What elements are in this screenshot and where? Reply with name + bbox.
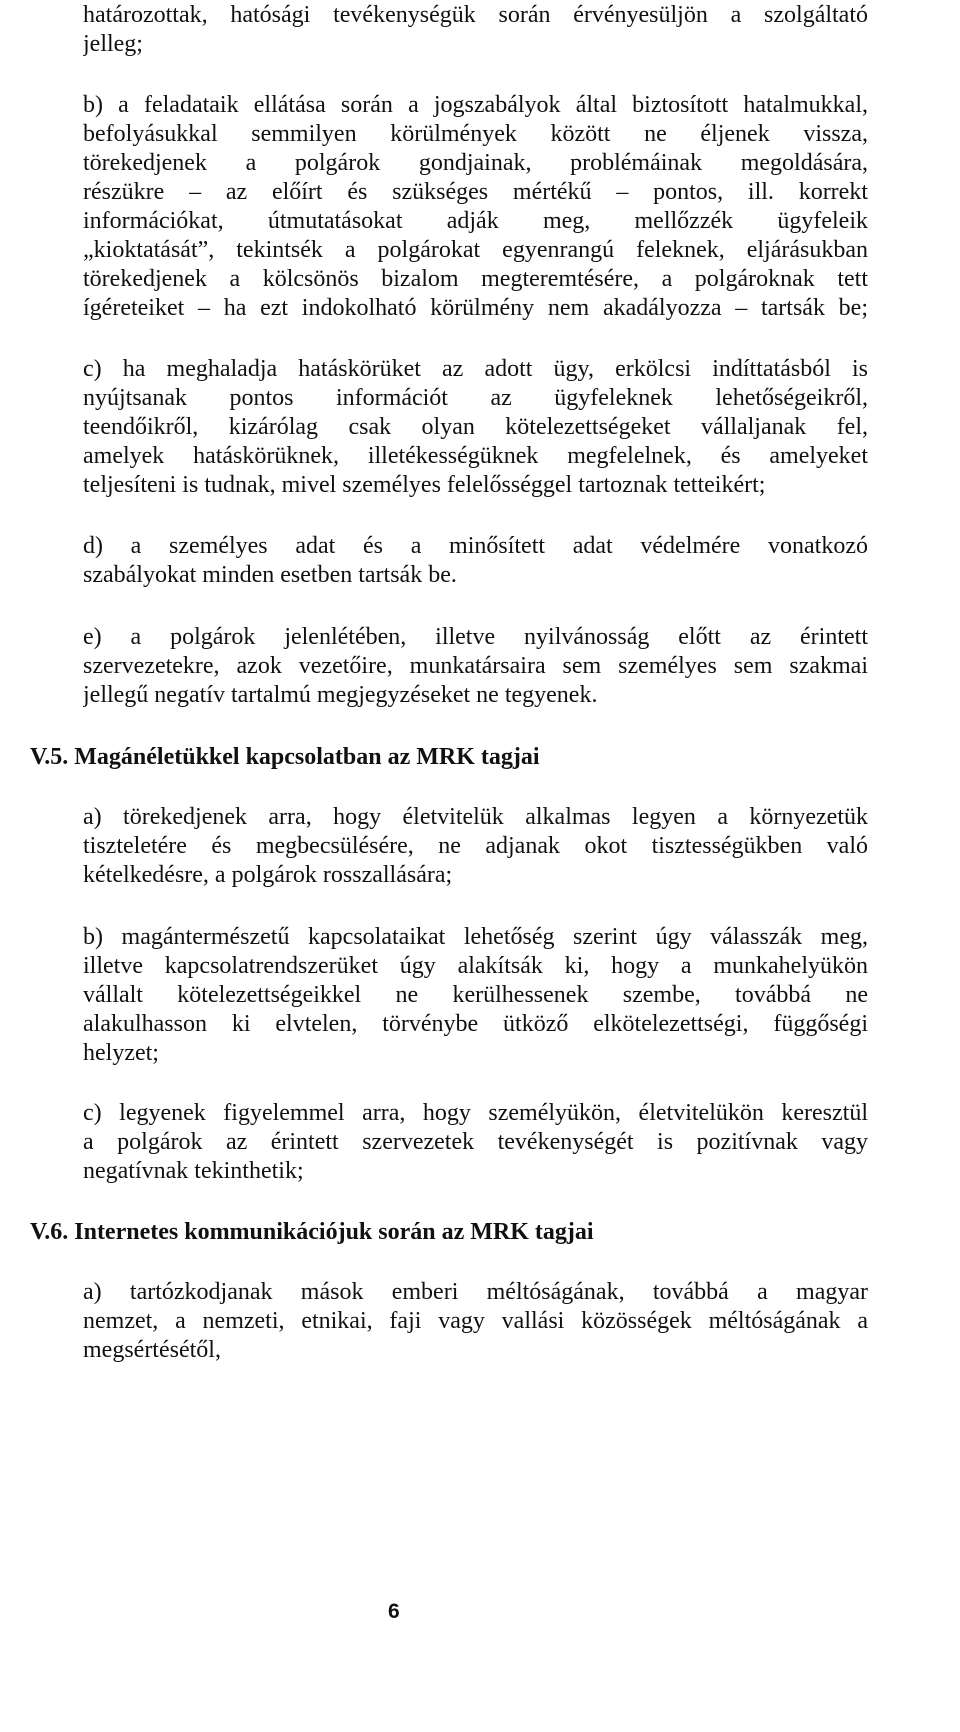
paragraph-line: „kioktatását”, tekintsék a polgárokat egyenrangú feleknek, eljárásukban: [83, 237, 868, 263]
paragraph-line: tiszteletére és megbecsülésére, ne adjanak okot tisztességükben való: [83, 833, 868, 859]
paragraph-line: c) ha meghaladja hatáskörüket az adott ügy, erkölcsi indíttatásból is: [83, 356, 868, 382]
paragraph-line: szabályokat minden esetben tartsák be.: [83, 562, 457, 588]
paragraph-line: e) a polgárok jelenlétében, illetve nyilvánosság előtt az érintett: [83, 624, 868, 650]
paragraph-line: nemzet, a nemzeti, etnikai, faji vagy vallási közösségek méltóságának a: [83, 1308, 868, 1334]
section-heading-v6: [30, 1218, 594, 1247]
paragraph-line: helyzet;: [83, 1040, 159, 1066]
paragraph-line: a) törekedjenek arra, hogy életvitelük alkalmas legyen a környezetük: [83, 804, 868, 830]
paragraph-line: kételkedésre, a polgárok rosszallására;: [83, 862, 453, 888]
paragraph-intro-continuation: [83, 1, 868, 59]
paragraph-v5-item-c: [83, 1099, 868, 1186]
paragraph-item-c: [83, 355, 868, 500]
paragraph-line: a polgárok az érintett szervezetek tevékenységét is pozitívnak vagy: [83, 1129, 868, 1155]
paragraph-line: jellegű negatív tartalmú megjegyzéseket ne tegyenek.: [83, 682, 598, 708]
paragraph-line: törekedjenek a kölcsönös bizalom megteremtésére, a polgároknak tett: [83, 266, 868, 292]
paragraph-line: a) tartózkodjanak mások emberi méltóságának, továbbá a magyar: [83, 1279, 868, 1305]
paragraph-item-d: [83, 532, 868, 590]
section-number: V.5.: [30, 744, 69, 770]
paragraph-line: információkat, útmutatásokat adják meg, mellőzzék ügyfeleik: [83, 208, 868, 234]
paragraph-line: d) a személyes adat és a minősített adat védelmére vonatkozó: [83, 533, 868, 559]
paragraph-line: törekedjenek a polgárok gondjainak, problémáinak megoldására,: [83, 150, 868, 176]
paragraph-item-b: [83, 91, 868, 323]
section-title: Internetes kommunikációjuk során az MRK tagjai: [74, 1219, 594, 1245]
paragraph-line: alakulhasson ki elvtelen, törvénybe ütköző elkötelezettségi, függőségi: [83, 1011, 868, 1037]
paragraph-line: befolyásukkal semmilyen körülmények között ne éljenek vissza,: [83, 121, 868, 147]
paragraph-line: megsértésétől,: [83, 1337, 221, 1363]
paragraph-line: amelyek hatáskörüknek, illetékességüknek megfelelnek, és amelyeket: [83, 443, 868, 469]
section-number: V.6.: [30, 1219, 69, 1245]
paragraph-line: részükre – az előírt és szükséges mértékű – pontos, ill. korrekt: [83, 179, 868, 205]
section-title: Magánéletükkel kapcsolatban az MRK tagjai: [74, 744, 540, 770]
paragraph-line: határozottak, hatósági tevékenységük során érvényesüljön a szolgáltató: [83, 2, 868, 28]
paragraph-line: teendőikről, kizárólag csak olyan kötelezettségeket vállaljanak fel,: [83, 414, 868, 440]
paragraph-line: b) magántermészetű kapcsolataikat lehetőség szerint úgy válasszák meg,: [83, 924, 868, 950]
paragraph-item-e: [83, 623, 868, 710]
paragraph-line: illetve kapcsolatrendszerüket úgy alakítsák ki, hogy a munkahelyükön: [83, 953, 868, 979]
paragraph-line: nyújtsanak pontos információt az ügyfeleknek lehetőségeikről,: [83, 385, 868, 411]
section-heading-v5: [30, 743, 540, 772]
paragraph-line: szervezetekre, azok vezetőire, munkatársaira sem személyes sem szakmai: [83, 653, 868, 679]
paragraph-v5-item-a: [83, 803, 868, 890]
paragraph-line: b) a feladataik ellátása során a jogszabályok által biztosított hatalmukkal,: [83, 92, 868, 118]
page-number: 6: [388, 1600, 400, 1623]
paragraph-line: jelleg;: [83, 31, 143, 57]
paragraph-line: negatívnak tekinthetik;: [83, 1158, 304, 1184]
paragraph-v5-item-b: [83, 923, 868, 1068]
paragraph-line: c) legyenek figyelemmel arra, hogy személyükön, életvitelükön keresztül: [83, 1100, 868, 1126]
paragraph-line: ígéreteiket – ha ezt indokolható körülmény nem akadályozza – tartsák be;: [83, 295, 868, 321]
paragraph-line: teljesíteni is tudnak, mivel személyes felelősséggel tartoznak tetteikért;: [83, 472, 766, 498]
paragraph-line: vállalt kötelezettségeikkel ne kerülhessenek szembe, továbbá ne: [83, 982, 868, 1008]
paragraph-v6-item-a: [83, 1278, 868, 1365]
